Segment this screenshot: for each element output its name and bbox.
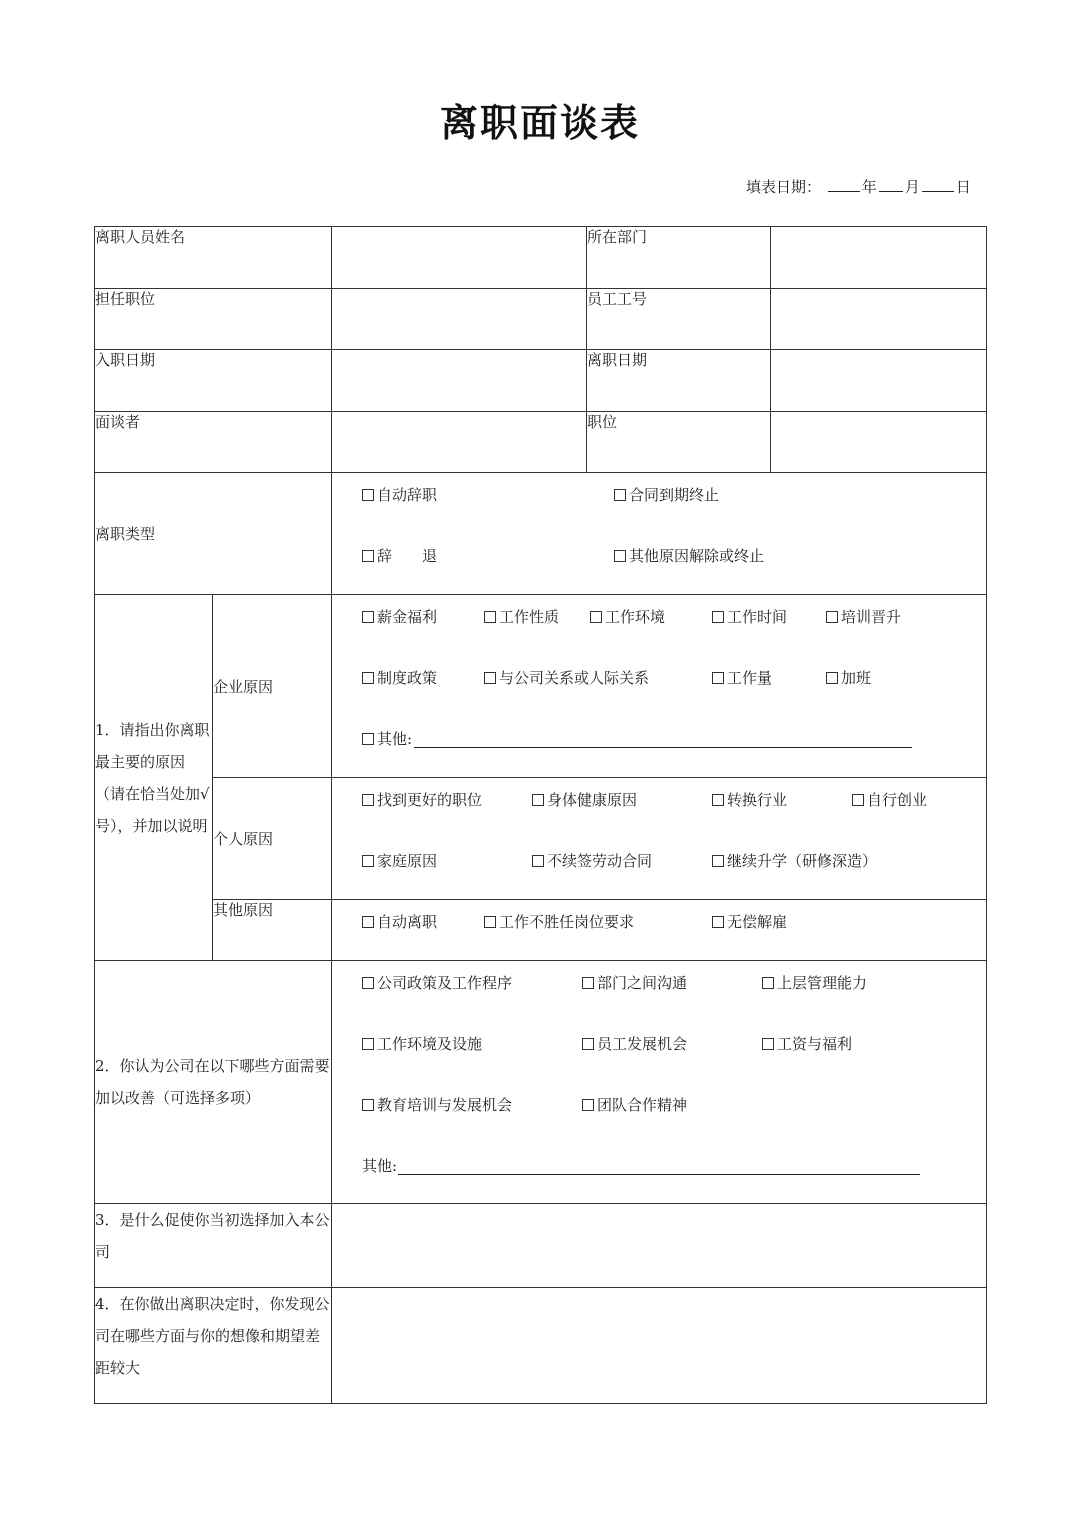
row-company-reasons — [95, 595, 987, 778]
fill-date-label: 填表日期： — [746, 178, 822, 196]
checkbox-icon[interactable] — [362, 489, 374, 501]
q4-label: 4．在你做出离职决定时，你发现公司在哪些方面与你的想像和期望差距较大 — [95, 1288, 332, 1404]
position-field[interactable] — [332, 289, 587, 350]
row-q4 — [95, 1288, 987, 1404]
checkbox-icon[interactable] — [590, 611, 602, 623]
row-position — [95, 289, 987, 350]
other-reason-option[interactable]: 无偿解雇 — [712, 912, 787, 932]
improvement-option[interactable]: 公司政策及工作程序 — [362, 973, 512, 993]
personal-reason-option[interactable]: 找到更好的职位 — [362, 790, 482, 810]
checkbox-icon[interactable] — [484, 672, 496, 684]
company-reason-option[interactable]: 工作性质 — [484, 607, 559, 627]
q1-label: 1．请指出你离职最主要的原因（请在恰当处加√号），并加以说明 — [95, 595, 213, 961]
improvement-option[interactable]: 上层管理能力 — [762, 973, 867, 993]
checkbox-icon[interactable] — [362, 977, 374, 989]
interviewer-label: 面谈者 — [95, 412, 332, 473]
company-reason-option[interactable]: 制度政策 — [362, 668, 437, 688]
improvement-option[interactable]: 部门之间沟通 — [582, 973, 687, 993]
company-reason-option[interactable]: 工作量 — [712, 668, 772, 688]
join-date-label: 入职日期 — [95, 350, 332, 412]
job-label: 职位 — [587, 412, 771, 473]
name-field[interactable] — [332, 227, 587, 289]
company-reason-option[interactable]: 与公司关系或人际关系 — [484, 668, 649, 688]
company-other-line[interactable] — [414, 747, 912, 748]
checkbox-icon[interactable] — [362, 916, 374, 928]
personal-reason-label: 个人原因 — [213, 778, 332, 900]
year-label: 年 — [861, 178, 877, 196]
checkbox-icon[interactable] — [484, 611, 496, 623]
q3-answer[interactable] — [332, 1204, 987, 1288]
row-name — [95, 227, 987, 289]
year-blank[interactable] — [828, 179, 860, 192]
improvement-option[interactable]: 团队合作精神 — [582, 1095, 687, 1115]
job-field[interactable] — [771, 412, 987, 473]
checkbox-icon[interactable] — [712, 794, 724, 806]
company-reason-option[interactable]: 工作环境 — [590, 607, 665, 627]
company-reason-label: 企业原因 — [213, 595, 332, 778]
row-personal-reasons — [95, 778, 987, 900]
other-reason-option[interactable]: 自动离职 — [362, 912, 437, 932]
row-leave-type — [95, 473, 987, 595]
checkbox-icon[interactable] — [362, 1099, 374, 1111]
improvement-other-label: 其他: — [362, 1157, 398, 1175]
row-q3 — [95, 1204, 987, 1288]
row-other-reasons — [95, 900, 987, 961]
checkbox-icon[interactable] — [762, 977, 774, 989]
company-reason-other[interactable]: 其他: — [362, 729, 412, 749]
personal-reason-option[interactable]: 身体健康原因 — [532, 790, 637, 810]
company-reason-option[interactable]: 工作时间 — [712, 607, 787, 627]
personal-reason-option[interactable]: 家庭原因 — [362, 851, 437, 871]
fill-date — [746, 176, 971, 197]
month-label: 月 — [904, 178, 920, 196]
checkbox-icon[interactable] — [826, 611, 838, 623]
checkbox-icon[interactable] — [362, 672, 374, 684]
checkbox-icon[interactable] — [712, 916, 724, 928]
personal-reason-option[interactable]: 继续升学（研修深造） — [712, 851, 877, 871]
personal-reason-option[interactable]: 不续签劳动合同 — [532, 851, 652, 871]
leave-date-label: 离职日期 — [587, 350, 771, 412]
other-reason-label: 其他原因 — [213, 900, 332, 961]
leave-type-option[interactable]: 合同到期终止 — [614, 485, 719, 505]
checkbox-icon[interactable] — [614, 489, 626, 501]
leave-type-option[interactable]: 辞 退 — [362, 546, 437, 566]
day-label: 日 — [955, 178, 971, 196]
name-label: 离职人员姓名 — [95, 227, 332, 289]
exit-interview-table — [94, 226, 987, 1404]
join-date-field[interactable] — [332, 350, 587, 412]
form-title: 离职面谈表 — [439, 100, 640, 145]
checkbox-icon[interactable] — [582, 1099, 594, 1111]
month-blank[interactable] — [879, 179, 903, 192]
checkbox-icon[interactable] — [362, 855, 374, 867]
leave-type-option[interactable]: 自动辞职 — [362, 485, 437, 505]
emp-no-label: 员工工号 — [587, 289, 771, 350]
row-q2 — [95, 961, 987, 1204]
improvement-option[interactable]: 工作环境及设施 — [362, 1034, 482, 1054]
checkbox-icon[interactable] — [826, 672, 838, 684]
personal-reason-option[interactable]: 转换行业 — [712, 790, 787, 810]
checkbox-icon[interactable] — [532, 794, 544, 806]
checkbox-icon[interactable] — [362, 733, 374, 745]
company-reason-option[interactable]: 培训晋升 — [826, 607, 901, 627]
checkbox-icon[interactable] — [762, 1038, 774, 1050]
dept-field[interactable] — [771, 227, 987, 289]
company-reason-option[interactable]: 薪金福利 — [362, 607, 437, 627]
improvement-other-line[interactable] — [398, 1174, 920, 1175]
row-dates — [95, 350, 987, 412]
checkbox-icon[interactable] — [362, 794, 374, 806]
other-reason-options — [332, 900, 987, 961]
checkbox-icon[interactable] — [852, 794, 864, 806]
checkbox-icon[interactable] — [582, 1038, 594, 1050]
company-reason-options — [332, 595, 987, 778]
checkbox-icon[interactable] — [712, 672, 724, 684]
emp-no-field[interactable] — [771, 289, 987, 350]
checkbox-icon[interactable] — [362, 1038, 374, 1050]
checkbox-icon[interactable] — [712, 611, 724, 623]
q3-label: 3．是什么促使你当初选择加入本公司 — [95, 1204, 332, 1288]
leave-type-label: 离职类型 — [95, 473, 332, 595]
leave-type-options — [332, 473, 987, 595]
leave-date-field[interactable] — [771, 350, 987, 412]
leave-type-option[interactable]: 其他原因解除或终止 — [614, 546, 764, 566]
dept-label: 所在部门 — [587, 227, 771, 289]
checkbox-icon[interactable] — [532, 855, 544, 867]
improvement-option[interactable]: 工资与福利 — [762, 1034, 852, 1054]
q2-options — [332, 961, 987, 1204]
improvement-option[interactable]: 员工发展机会 — [582, 1034, 687, 1054]
checkbox-icon[interactable] — [362, 611, 374, 623]
personal-reason-options — [332, 778, 987, 900]
checkbox-icon[interactable] — [362, 550, 374, 562]
interviewer-field[interactable] — [332, 412, 587, 473]
row-interviewer — [95, 412, 987, 473]
position-label: 担任职位 — [95, 289, 332, 350]
day-blank[interactable] — [922, 179, 954, 192]
company-reason-option[interactable]: 加班 — [826, 668, 871, 688]
other-reason-option[interactable]: 工作不胜任岗位要求 — [484, 912, 634, 932]
personal-reason-option[interactable]: 自行创业 — [852, 790, 927, 810]
checkbox-icon[interactable] — [712, 855, 724, 867]
checkbox-icon[interactable] — [614, 550, 626, 562]
q4-answer[interactable] — [332, 1288, 987, 1404]
q2-label: 2．你认为公司在以下哪些方面需要加以改善（可选择多项） — [95, 961, 332, 1204]
checkbox-icon[interactable] — [582, 977, 594, 989]
improvement-option[interactable]: 教育培训与发展机会 — [362, 1095, 512, 1115]
checkbox-icon[interactable] — [484, 916, 496, 928]
